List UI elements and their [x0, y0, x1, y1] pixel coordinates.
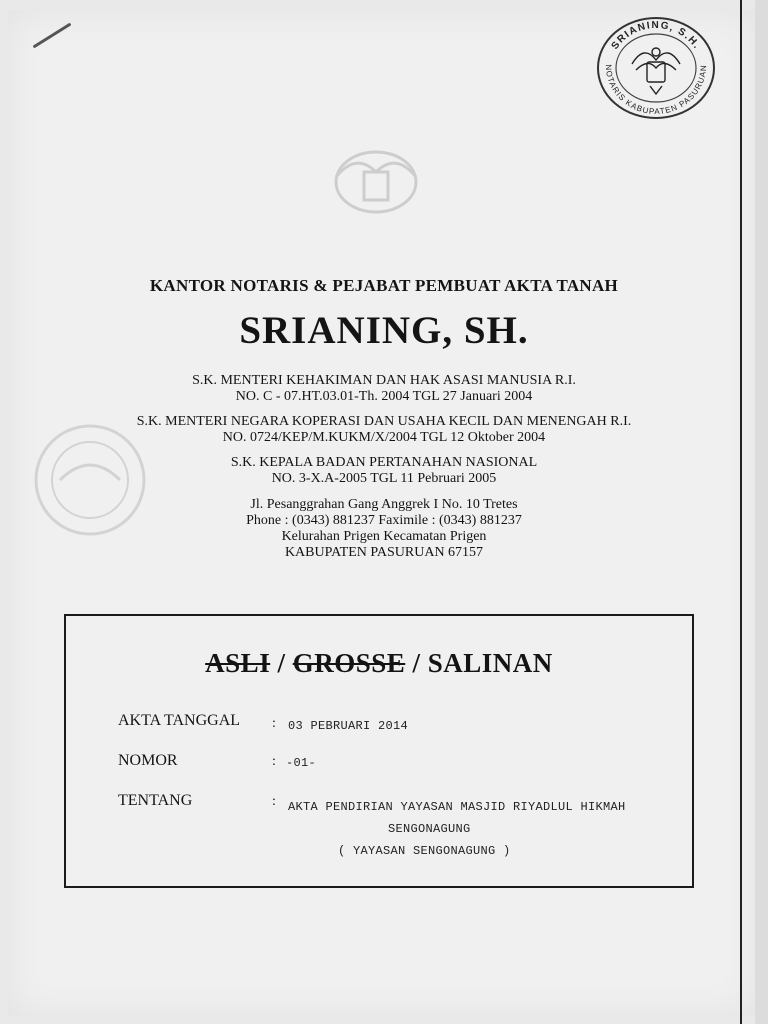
deed-info-box — [64, 614, 694, 888]
notary-name: SRIANING, SH. — [239, 309, 529, 352]
sk3-number: NO. 3-X.A-2005 TGL 11 Pebruari 2005 — [271, 471, 497, 486]
sk1-number: NO. C - 07.HT.03.01-Th. 2004 TGL 27 Januari 2004 — [235, 389, 533, 404]
office-address: Jl. Pesanggrahan Gang Anggrek I No. 10 Tretes — [250, 497, 518, 512]
akta-tanggal-label: AKTA TANGGAL — [118, 712, 241, 729]
tentang-line-3: ( YAYASAN SENGONAGUNG ) — [338, 844, 511, 858]
office-phone: Phone : (0343) 881237 Faximile : (0343) 881237 — [246, 513, 522, 528]
office-kelurahan: Kelurahan Prigen Kecamatan Prigen — [281, 529, 487, 544]
tentang-label: TENTANG — [118, 792, 193, 809]
tentang-line-1: AKTA PENDIRIAN YAYASAN MASJID RIYADLUL HIKMAH — [288, 800, 626, 814]
heading-asli: ASLI — [205, 648, 271, 678]
garuda-emblem-showthrough-icon — [326, 132, 426, 232]
tentang-colon: : — [272, 794, 276, 809]
sk1-title: S.K. MENTERI KEHAKIMAN DAN HAK ASASI MANUSIA R.I. — [192, 373, 576, 388]
sk2-title: S.K. MENTERI NEGARA KOPERASI DAN USAHA KECIL DAN MENENGAH R.I. — [136, 414, 632, 429]
nomor-label: NOMOR — [118, 752, 178, 769]
office-title: KANTOR NOTARIS & PEJABAT PEMBUAT AKTA TANAH — [149, 276, 619, 295]
office-kabupaten: KABUPATEN PASURUAN 67157 — [284, 545, 484, 560]
heading-separator: / — [270, 648, 293, 678]
akta-tanggal-colon: : — [272, 716, 276, 731]
nomor-colon: : — [272, 754, 276, 769]
copy-type-heading — [66, 648, 692, 679]
svg-text:NOTARIS KABUPATEN PASURUAN — [604, 64, 708, 116]
sk3-title: S.K. KEPALA BADAN PERTANAHAN NASIONAL — [230, 455, 538, 470]
notary-stamp — [592, 14, 720, 122]
heading-salinan: SALINAN — [427, 648, 553, 678]
akta-tanggal-value: 03 PEBRUARI 2014 — [288, 719, 409, 733]
nomor-value: -01- — [286, 756, 317, 770]
garuda-emblem-icon — [632, 48, 680, 94]
sk2-number: NO. 0724/KEP/M.KUKM/X/2004 TGL 12 Oktober 2004 — [222, 430, 546, 445]
heading-separator: / — [405, 648, 428, 678]
stamp-bottom-text: NOTARIS KABUPATEN PASURUAN — [603, 64, 709, 117]
svg-text:SRIANING, S.H. — [610, 20, 703, 52]
stamp-top-text: SRIANING, S.H. — [609, 19, 703, 52]
tentang-line-2: SENGONAGUNG — [388, 822, 471, 836]
heading-grosse: GROSSE — [292, 648, 406, 678]
